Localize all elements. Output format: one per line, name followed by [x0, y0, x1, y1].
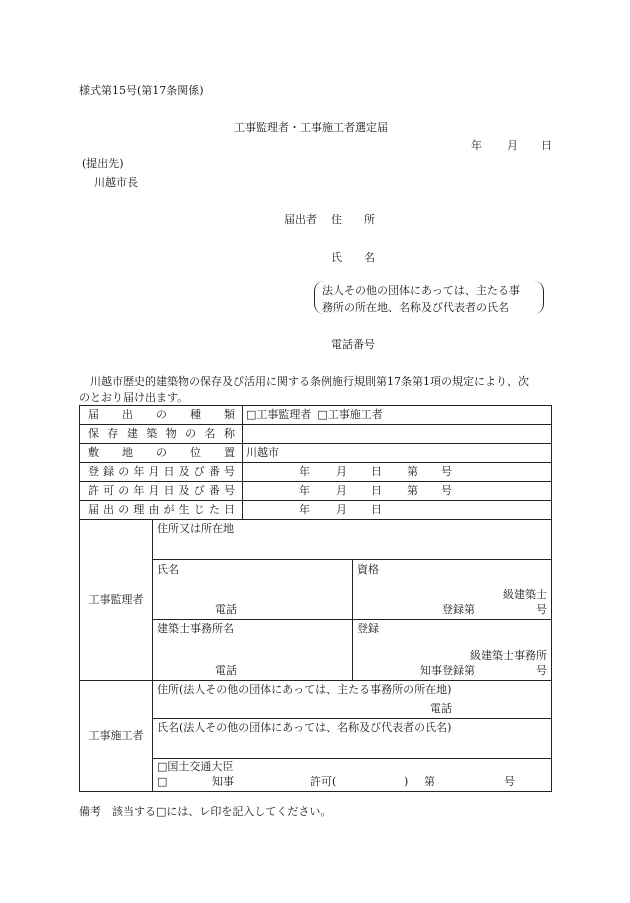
supervisor-name-field[interactable] — [153, 560, 353, 620]
notification-form-table — [79, 405, 552, 792]
registration-no-suffix: 号 — [536, 603, 547, 616]
label-char: 届 — [88, 503, 99, 516]
label-char: の — [118, 465, 130, 478]
label-char: 日 — [163, 465, 175, 478]
intro-line1: 川越市歴史的建築物の保存及び活用に関する条例施行規則第17条第1項の規定により、次 — [90, 375, 529, 388]
label-char: 可 — [103, 484, 115, 497]
contractor-section-label: 工事施工者 — [80, 681, 153, 792]
contractor-name-label: 氏名(法人その他の団体にあっては、名称及び代表者の氏名) — [157, 721, 452, 734]
license-minister-checkbox[interactable]: □国土交通大臣 — [157, 760, 234, 773]
registration-no-prefix: 登録第 — [442, 603, 475, 616]
reason-date-field[interactable] — [243, 501, 552, 520]
applicant-name-label: 氏 名 — [331, 251, 375, 264]
label-char: が — [163, 503, 175, 516]
label-char: 由 — [148, 503, 160, 516]
governor-reg-suffix: 号 — [536, 664, 547, 677]
license-no-prefix: 第 — [424, 775, 435, 788]
label-char: た — [208, 503, 220, 516]
notification-type-label — [80, 406, 243, 425]
supervisor-address-label: 住所又は所在地 — [157, 522, 234, 535]
applicant-note-line2: 務所の所在地、名称及び代表者の氏名 — [322, 301, 509, 314]
table-row — [80, 425, 552, 444]
contractor-address-label: 住所(法人その他の団体にあっては、主たる事務所の所在地) — [157, 683, 452, 696]
label-char: 届 — [88, 408, 99, 421]
license-permit-label: 許可( — [310, 775, 337, 788]
applicant-prefix: 届出者 — [284, 213, 317, 226]
date-day: 日 — [541, 139, 552, 152]
label-char: 番 — [208, 484, 220, 497]
label-char: び — [193, 465, 205, 478]
label-char: 理 — [133, 503, 145, 516]
site-location-field[interactable] — [243, 444, 552, 463]
registration-date-field[interactable] — [243, 463, 552, 482]
applicant-note-line1: 法人その他の団体にあっては、主たる事 — [322, 284, 520, 297]
label-char: 置 — [224, 446, 235, 459]
label-char: 許 — [88, 484, 99, 497]
label-char: 月 — [148, 484, 160, 497]
label-char: 年 — [133, 465, 145, 478]
applicant-phone-label: 電話番号 — [331, 338, 375, 351]
license-governor-checkbox[interactable]: □ — [157, 775, 168, 788]
permit-date-label — [80, 482, 243, 501]
permit-day: 日 — [371, 484, 382, 497]
label-char: 日 — [223, 503, 235, 516]
license-close-paren: ) — [404, 775, 409, 788]
reg-day: 日 — [371, 465, 382, 478]
form-number: 様式第15号(第17条関係) — [79, 84, 204, 97]
recipient-label: (提出先) — [82, 157, 124, 170]
label-char: 名 — [204, 427, 216, 440]
label-char: 及 — [178, 484, 190, 497]
contractor-address-field[interactable] — [153, 681, 552, 719]
building-name-label — [80, 425, 243, 444]
label-char: 称 — [223, 427, 235, 440]
reason-year: 年 — [299, 503, 310, 516]
label-char: 月 — [148, 465, 160, 478]
reason-month: 月 — [336, 503, 347, 516]
supervisor-qualification-field[interactable] — [353, 560, 552, 620]
label-char: 日 — [163, 484, 175, 497]
supervisor-address-field[interactable] — [153, 520, 552, 560]
label-char: 番 — [208, 465, 220, 478]
reg-no-prefix: 第 — [407, 465, 418, 478]
table-row — [80, 444, 552, 463]
label-char: 築 — [146, 427, 158, 440]
permit-date-field[interactable] — [243, 482, 552, 501]
remarks: 備考 該当する□には、レ印を記入してください。 — [79, 805, 332, 818]
label-char: の — [156, 408, 167, 421]
label-char: 存 — [107, 427, 119, 440]
notification-type-options — [243, 406, 552, 425]
site-location-label — [80, 444, 243, 463]
governor-reg-prefix: 知事登録第 — [420, 664, 475, 677]
label-char: 出 — [122, 408, 133, 421]
label-char: 位 — [190, 446, 201, 459]
supervisor-section-label: 工事監理者 — [80, 520, 153, 681]
supervisor-phone-label: 電話 — [215, 603, 237, 616]
label-char: 敷 — [88, 446, 99, 459]
supervisor-name-label: 氏名 — [157, 563, 179, 576]
reason-date-label — [80, 501, 243, 520]
qualification-label: 資格 — [357, 563, 379, 576]
label-char: び — [193, 484, 205, 497]
label-char: 号 — [223, 465, 235, 478]
table-row — [80, 520, 552, 560]
label-char: じ — [193, 503, 205, 516]
permit-month: 月 — [336, 484, 347, 497]
date-year: 年 — [471, 139, 482, 152]
label-char: 録 — [103, 465, 115, 478]
permit-no-prefix: 第 — [407, 484, 418, 497]
label-char: 物 — [165, 427, 177, 440]
table-row — [80, 681, 552, 719]
contractor-phone-label: 電話 — [430, 702, 452, 715]
site-location-value: 川越市 — [246, 446, 279, 459]
license-no-suffix: 号 — [504, 775, 515, 788]
label-char: 年 — [133, 484, 145, 497]
label-char: 種 — [190, 408, 201, 421]
label-char: 登 — [88, 465, 99, 478]
supervisor-office-field[interactable] — [153, 620, 353, 681]
label-char: 類 — [224, 408, 235, 421]
building-name-field[interactable] — [243, 425, 552, 444]
office-phone-label: 電話 — [215, 664, 237, 677]
label-char: 生 — [178, 503, 190, 516]
table-row — [80, 482, 552, 501]
date-month: 月 — [507, 139, 518, 152]
applicant-address-label: 住 所 — [331, 213, 375, 226]
label-char: 地 — [122, 446, 133, 459]
contractor-name-field[interactable] — [153, 719, 552, 759]
page-title: 工事監理者・工事施工者選定届 — [234, 121, 388, 134]
label-char: の — [156, 446, 167, 459]
contractor-checkbox[interactable]: □工事施工者 — [317, 408, 383, 421]
label-char: の — [118, 484, 130, 497]
office-registration-label: 登録 — [357, 622, 379, 635]
supervisor-checkbox[interactable]: □工事監理者 — [246, 408, 312, 421]
supervisor-office-registration-field[interactable] — [353, 620, 552, 681]
label-char: の — [118, 503, 130, 516]
label-char: 保 — [88, 427, 99, 440]
label-char: 及 — [178, 465, 190, 478]
label-char: 号 — [223, 484, 235, 497]
label-char: の — [185, 427, 197, 440]
table-row — [80, 406, 552, 425]
contractor-license-field[interactable] — [153, 759, 552, 792]
office-name-label: 建築士事務所名 — [157, 622, 234, 635]
permit-year: 年 — [299, 484, 310, 497]
registration-date-label — [80, 463, 243, 482]
office-class-suffix: 級建築士事務所 — [470, 649, 547, 662]
license-governor-label: 知事 — [212, 775, 234, 788]
intro-line2: のとおり届け出ます。 — [79, 391, 189, 404]
recipient-name: 川越市長 — [94, 176, 138, 189]
reg-year: 年 — [299, 465, 310, 478]
reg-month: 月 — [336, 465, 347, 478]
table-row — [80, 501, 552, 520]
table-row — [80, 463, 552, 482]
permit-no-suffix: 号 — [441, 484, 452, 497]
qualification-suffix: 級建築士 — [503, 588, 547, 601]
reason-day: 日 — [371, 503, 382, 516]
label-char: 出 — [103, 503, 115, 516]
label-char: 建 — [126, 427, 138, 440]
reg-no-suffix: 号 — [441, 465, 452, 478]
